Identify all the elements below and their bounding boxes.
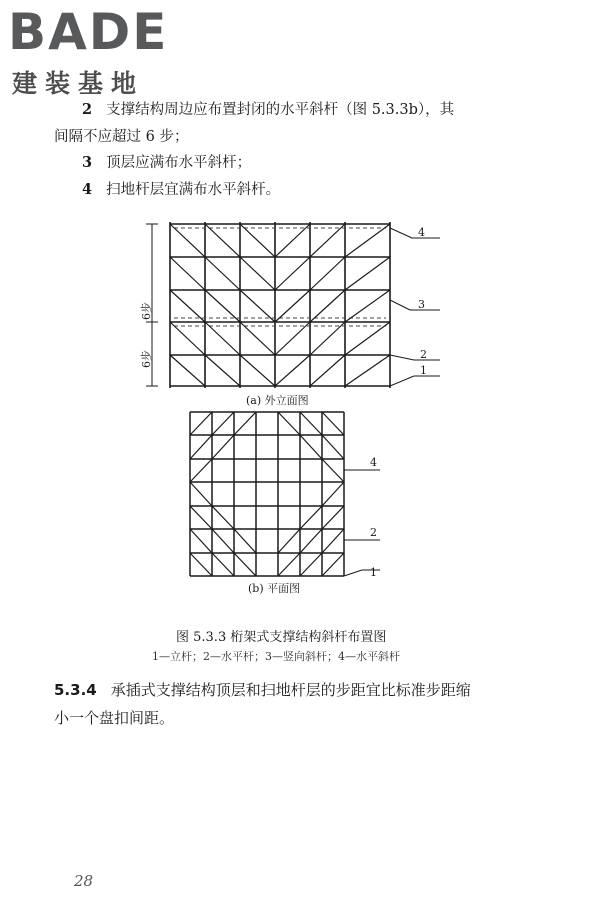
section-number: 5.3.4 (54, 681, 97, 699)
section-5-3-4 (54, 676, 564, 732)
logo-subtitle: 建装基地 (12, 69, 145, 98)
item-text: 支撑结构周边应布置封闭的水平斜杆（图 5.3.3b），其 (106, 102, 455, 118)
elevation-callout-2: 2 (420, 348, 427, 361)
elevation-grid (170, 222, 390, 388)
elevation-dimension-upper: 6步 (140, 302, 153, 320)
section-line-2: 小一个盘扣间距。 (54, 709, 175, 727)
item-text: 扫地杆层宜满布水平斜杆。 (106, 182, 281, 198)
item-text: 顶层应满布水平斜杆； (106, 155, 252, 171)
section-line-1 (54, 676, 564, 704)
elevation-dimension-lower: 6步 (140, 350, 153, 368)
plan-callout-4: 4 (370, 456, 377, 469)
elevation-diagonals (170, 224, 390, 386)
elevation-leader-lines (390, 228, 440, 386)
elevation-callout-4: 4 (418, 226, 425, 239)
item-number: 3 (82, 154, 93, 171)
page-number: 28 (74, 872, 94, 890)
item-number: 2 (82, 101, 93, 118)
elevation-callout-3: 3 (418, 298, 425, 311)
item-text: 间隔不应超过 6 步； (54, 129, 189, 145)
section-text: 承插式支撑结构顶层和扫地杆层的步距宜比标准步距缩 (110, 681, 471, 699)
elevation-callout-1: 1 (420, 364, 427, 377)
item-number: 4 (82, 181, 93, 198)
figure-legend: 1—立杆；2—水平杆；3—竖向斜杆；4—水平斜杆 (152, 650, 400, 663)
plan-diagonals (190, 412, 344, 576)
plan-callout-2: 2 (370, 526, 377, 539)
logo-wordmark: BADE (8, 3, 169, 61)
plan-leader-lines (344, 470, 380, 576)
figure-title: 图 5.3.3 桁架式支撑结构斜杆布置图 (176, 630, 387, 645)
plan-callout-1: 1 (370, 566, 377, 579)
plan-caption: (b) 平面图 (248, 582, 301, 595)
elevation-diagram (146, 222, 440, 388)
elevation-caption: (a) 外立面图 (246, 394, 309, 407)
plan-grid (190, 412, 344, 576)
plan-diagram (190, 412, 380, 576)
